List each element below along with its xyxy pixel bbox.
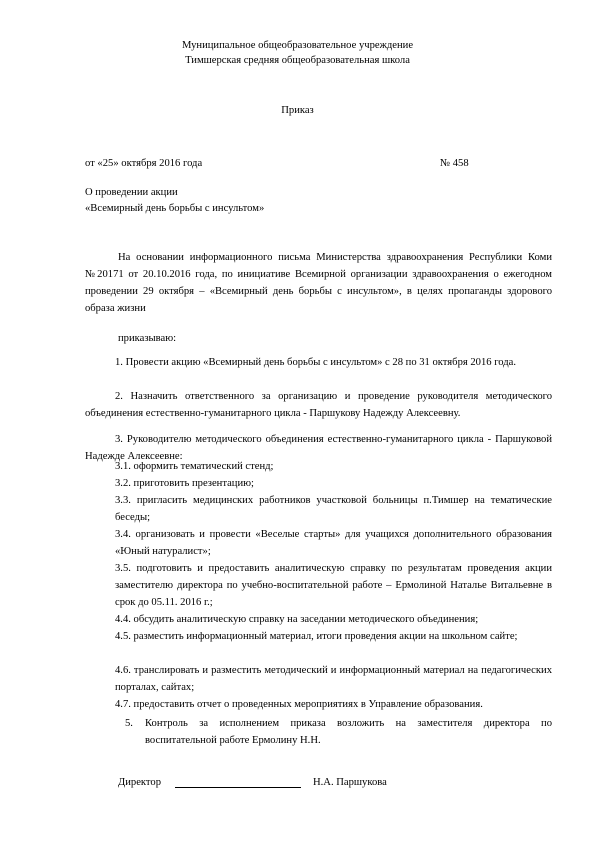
order-item-5: Контроль за исполнением приказа возложить на заместителя директора по воспитательной работе Ермолину Н.Н. bbox=[145, 718, 552, 746]
signature-name: Н.А. Паршукова bbox=[313, 777, 387, 788]
signature-line bbox=[175, 775, 301, 788]
org-name-line-1: Муниципальное общеобразовательное учреждение bbox=[181, 40, 414, 51]
preamble-paragraph: На основании информационного письма Министерства здравоохранения Республики Коми №20171 от 20.10.2016 года, по инициативе Всемирной организации здравоохранения о ежегодном проведении 29 октября – «Всемирный день борьбы с инсультом», в целях пропаганды здорового образа жизни bbox=[85, 252, 552, 314]
sub-item-3-4: 3.4. организовать и провести «Веселые старты» для учащихся дополнительного образования «Юный натуралист»; bbox=[115, 529, 552, 557]
sub-item-3-3: 3.3. пригласить медицинских работников участковой больницы п.Тимшер на тематические беседы; bbox=[115, 495, 552, 523]
subject-line-1: О проведении акции bbox=[85, 187, 178, 198]
sub-item-4-4: 4.4. обсудить аналитическую справку на заседании методического объединения; bbox=[115, 614, 479, 625]
sub-item-4-6: 4.6. транслировать и разместить методический и информационный материал на педагогических порталах, сайтах; bbox=[115, 665, 552, 693]
order-item-3: 3. Руководителю методического объединения естественно-гуманитарного цикла - Паршуковой Надежде Алексеевне: bbox=[85, 434, 552, 462]
sub-item-4-7: 4.7. предоставить отчет о проведенных мероприятиях в Управление образования. bbox=[115, 699, 483, 710]
order-word: приказываю: bbox=[118, 333, 177, 344]
signature-role: Директор bbox=[118, 777, 161, 788]
org-name-line-2: Тимшерская средняя общеобразовательная школа bbox=[185, 55, 410, 66]
order-date: от «25» октября 2016 года bbox=[85, 158, 203, 169]
sub-item-3-5: 3.5. подготовить и предоставить аналитическую справку по результатам проведения акции заместителю директора по учебно-воспитательной работе – Ермолиной Наталье Витальевне в срок до 05.11. 2016 г.; bbox=[115, 563, 552, 608]
order-number: № 458 bbox=[440, 158, 469, 169]
document-title: Приказ bbox=[281, 105, 314, 116]
sub-item-3-1: 3.1. оформить тематический стенд; bbox=[115, 461, 274, 472]
order-item-5-number: 5. bbox=[125, 718, 133, 729]
sub-item-4-5: 4.5. разместить информационный материал, итоги проведения акции на школьном сайте; bbox=[115, 631, 518, 642]
subject-line-2: «Всемирный день борьбы с инсультом» bbox=[85, 203, 265, 214]
sub-item-3-2: 3.2. приготовить презентацию; bbox=[115, 478, 254, 489]
order-item-2: 2. Назначить ответственного за организацию и проведение руководителя методического объединения естественно-гуманитарного цикла - Паршукову Надежду Алексеевну. bbox=[85, 391, 552, 419]
order-item-1: 1. Провести акцию «Всемирный день борьбы с инсультом» с 28 по 31 октября 2016 года. bbox=[115, 357, 517, 368]
